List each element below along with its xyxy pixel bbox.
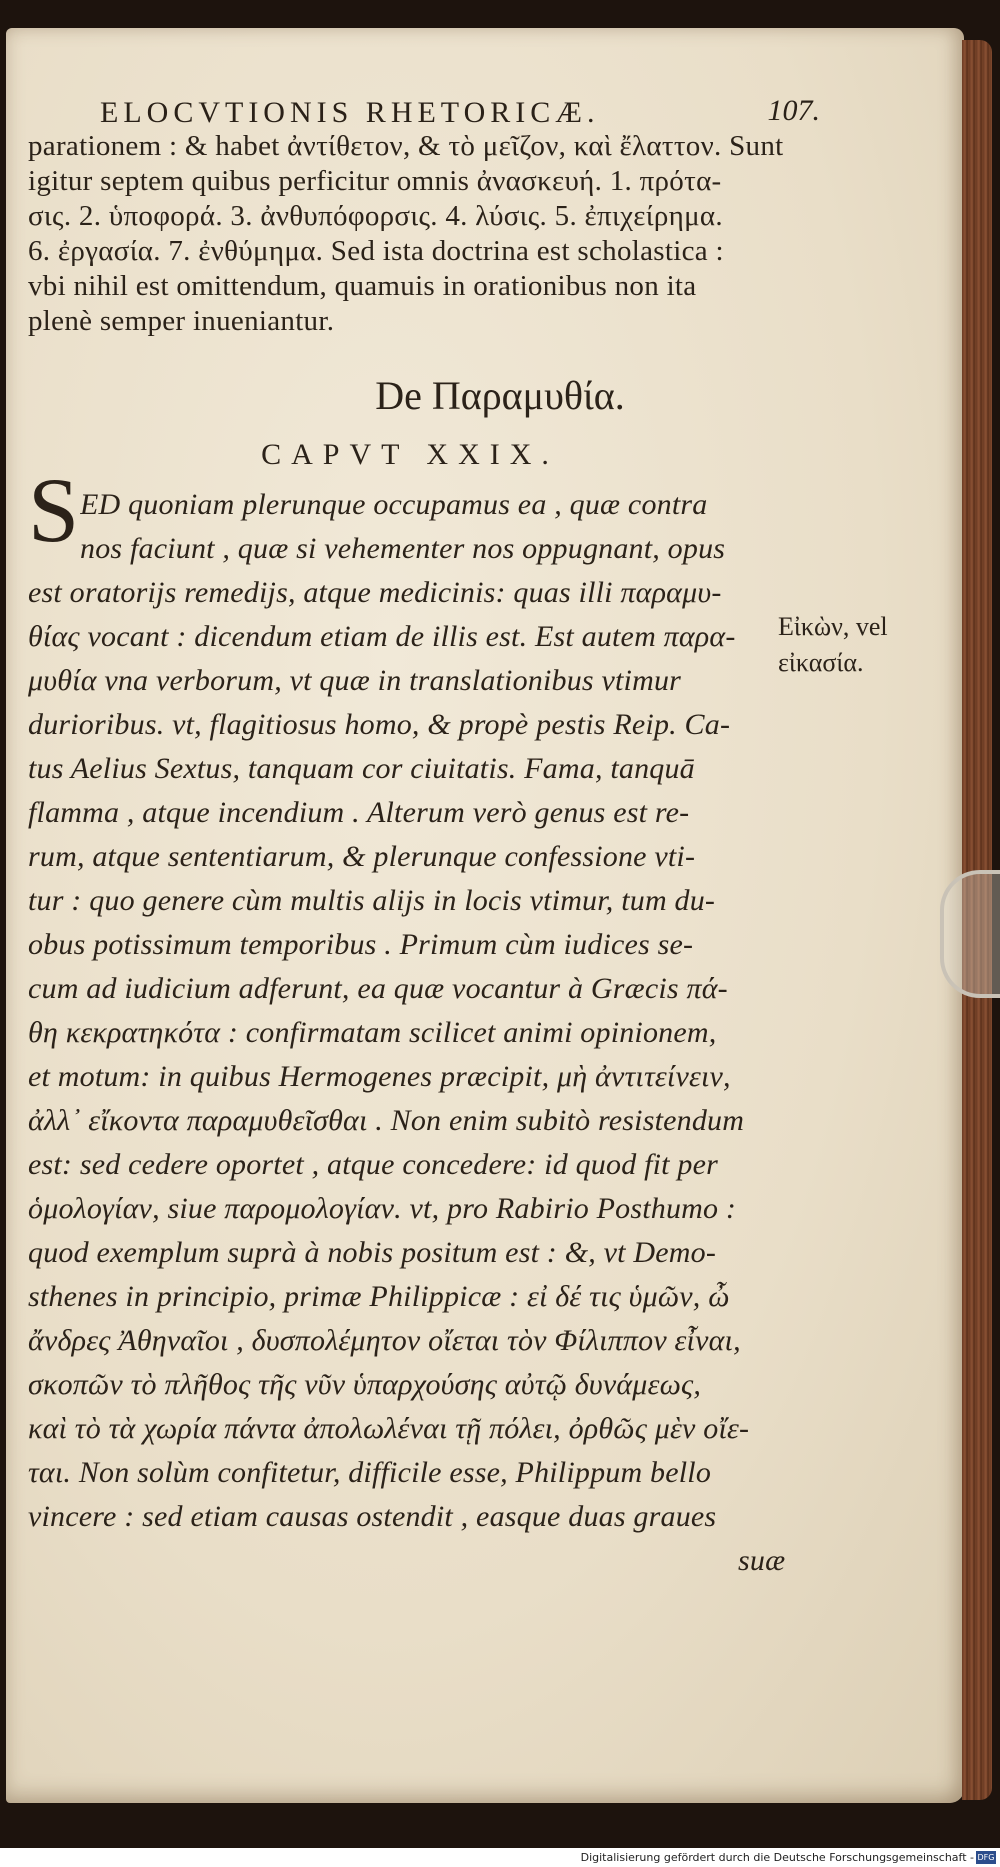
text-line: σις. 2. ὑποφορά. 3. ἀνθυπόφορσις. 4. λύσις. 5. ἐπιχείρημα. [28, 200, 723, 232]
text-line: flamma , atque incendium . Alterum verò genus est re- [28, 796, 690, 829]
drop-cap: S [28, 459, 80, 561]
section-title: De Παραμυθία. [375, 373, 625, 418]
text-line: σκοπῶν τὸ πλῆθος τῆς νῦν ὑπαρχούσης αὐτῷ δυνάμεως, [28, 1368, 702, 1401]
text-line: vincere : sed etiam causas ostendit , easque duas graues [28, 1500, 717, 1533]
text-line: est: sed cedere oportet , atque concedere: id quod fit per [28, 1148, 718, 1181]
text-line: igitur septem quibus perficitur omnis ἀνασκευή. 1. πρότα- [28, 165, 722, 197]
text-line: vbi nihil est omittendum, quamuis in orationibus non ita [28, 270, 697, 302]
text-line: plenè semper inueniantur. [28, 305, 335, 337]
footer-credit-bar [0, 1848, 1000, 1867]
text-line: ἀλλ᾽ εἴκοντα παραμυθεῖσθαι . Non enim subitò resistendum [28, 1104, 745, 1137]
text-line: ED quoniam plerunque occupamus ea , quæ contra [80, 488, 708, 521]
page-number: 107. [767, 94, 820, 127]
text-line: rum, atque sententiarum, & plerunque confessione vti- [28, 840, 696, 873]
text-line: tus Aelius Sextus, tanquam cor ciuitatis. Fama, tanquā [28, 752, 695, 785]
text-line: quod exemplum suprà à nobis positum est : &, vt Demo- [28, 1236, 717, 1269]
text-line: ἄνδρες Ἀθηναῖοι , δυσπολέμητον οἴεται τὸν Φίλιππον εἶναι, [28, 1324, 741, 1357]
running-title: ELOCVTIONIS RHETORICÆ. [100, 96, 600, 129]
text-line: ὁμολογίαν, siue παρομολογίαν. vt, pro Rabirio Posthumo : [28, 1192, 737, 1225]
text-line: nos faciunt , quæ si vehementer nos oppugnant, opus [80, 532, 726, 565]
text-line: θίας vocant : dicendum etiam de illis est. Est autem παρα- [28, 620, 736, 653]
text-line: sthenes in principio, primæ Philippicæ : εἰ δέ τις ὑμῶν, ὦ [28, 1280, 730, 1313]
book-clasp [940, 870, 1000, 998]
margin-note-line: εἰκασία. [778, 648, 864, 677]
text-line: durioribus. vt, flagitiosus homo, & propè pestis Reip. Ca- [28, 708, 731, 741]
margin-note-line: Εἰκὼν, vel [778, 612, 888, 641]
text-line: 6. ἐργασία. 7. ἐνθύμημα. Sed ista doctrina est scholastica : [28, 235, 724, 267]
text-line: καὶ τὸ τὰ χωρία πάντα ἀπολωλέναι τῇ πόλει, ὀρθῶς μὲν οἴε- [28, 1412, 750, 1445]
catchword: suæ [738, 1544, 786, 1577]
text-line: θη κεκρατηκότα : confirmatam scilicet animi opinionem, [28, 1016, 717, 1049]
text-line: tur : quo genere cùm multis alijs in locis vtimur, tum du- [28, 884, 716, 917]
text-line: μυθία vna verborum, vt quæ in translationibus vtimur [28, 664, 682, 697]
text-line: parationem : & habet ἀντίθετον, & τὸ μεῖζον, καὶ ἔλαττον. Sunt [28, 130, 784, 162]
text-line: obus potissimum temporibus . Primum cùm iudices se- [28, 928, 694, 961]
footer-credit: Digitalisierung gefördert durch die Deutsche Forschungsgemeinschaft - [580, 1851, 974, 1864]
text-line: et motum: in quibus Hermogenes præcipit, μὴ ἀντιτείνειν, [28, 1060, 731, 1093]
dfg-logo-icon: DFG [977, 1853, 995, 1862]
chapter-title: CAPVT XXIX. [261, 438, 559, 471]
text-line: cum ad iudicium adferunt, ea quæ vocantur à Græcis πά- [28, 972, 728, 1005]
text-line: ται. Non solùm confitetur, difficile esse, Philippum bello [28, 1456, 712, 1489]
text-line: est oratorijs remedijs, atque medicinis: quas illi παραμυ- [28, 576, 722, 609]
